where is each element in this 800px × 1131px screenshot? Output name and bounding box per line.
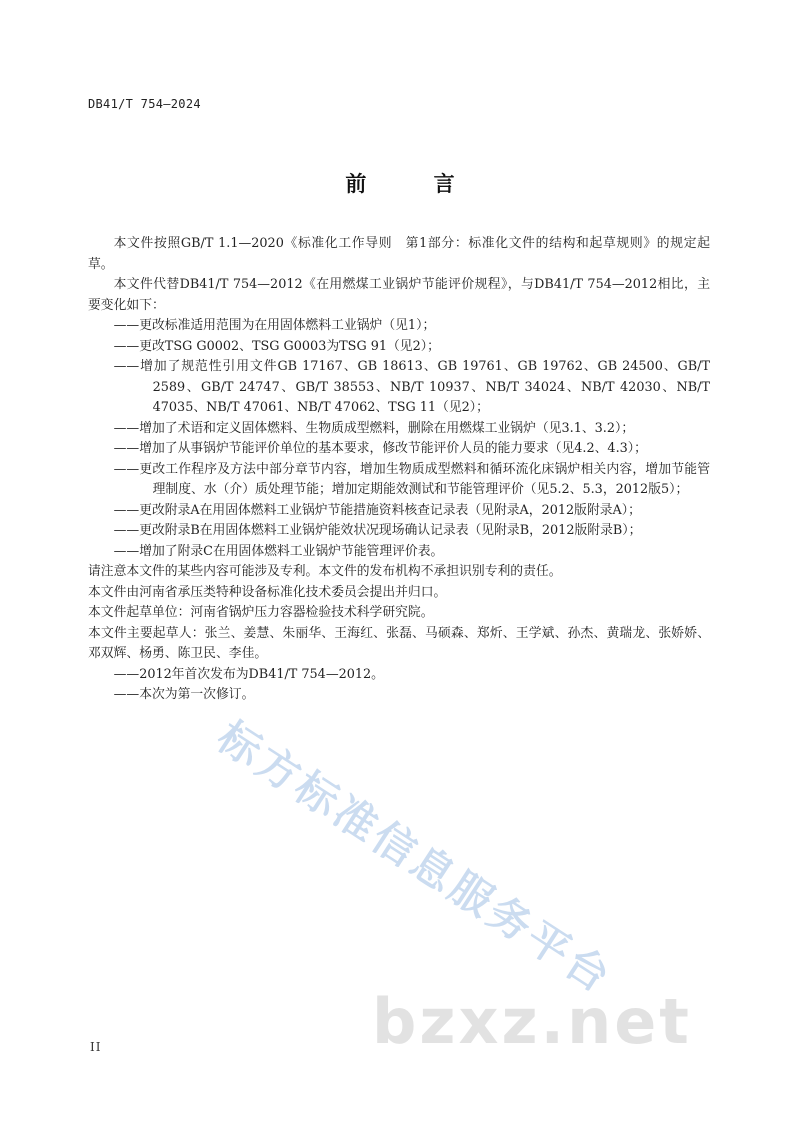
list-item: ——增加了从事锅炉节能评价单位的基本要求，修改节能评价人员的能力要求（见4.2、4.3）；: [113, 441, 647, 456]
foreword-body: [88, 234, 710, 706]
paragraph-drafting-basis: 本文件按照GB/T 1.1—2020《标准化工作导则 第1部分：标准化文件的结构和起草规则》的规定起草。: [88, 236, 710, 272]
drafting-unit: 本文件起草单位：河南省锅炉压力容器检验技术科学研究院。: [88, 605, 434, 620]
list-item: ——增加了规范性引用文件GB 17167、GB 18613、GB 19761、GB 19762、GB 24500、GB/T 2589、GB/T 24747、GB/T 38553、NB/T 10937、NB/T 34024、NB/T 42030、NB/T 47035、NB/T 47061、NB/T 47062、TSG 11（见2）；: [113, 359, 710, 415]
list-item: ——更改附录A在用固体燃料工业锅炉节能措施资料核查记录表（见附录A，2012版附录A）；: [113, 502, 641, 518]
site-watermark: bzxz.net: [372, 985, 692, 1058]
history-item: ——2012年首次发布为DB41/T 754—2012。: [113, 666, 384, 682]
watermark-text: 标方标准信息服务平台: [208, 711, 622, 1004]
list-item: ——更改标准适用范围为在用固体燃料工业锅炉（见1）；: [113, 318, 436, 333]
list-item: ——更改工作程序及方法中部分章节内容，增加生物质成型燃料和循环流化床锅炉相关内容，增加节能管理制度、水（介）质处理节能；增加定期能效测试和节能管理评价（见5.2、5.3，2012版5）；: [113, 461, 710, 497]
drafters-list: 本文件主要起草人：张兰、姜慧、朱丽华、王海红、张磊、马硕森、郑炘、王学斌、孙杰、黄瑞龙、张娇娇、邓双辉、杨勇、陈卫民、李佳。: [88, 625, 710, 661]
document-code: DB41/T 754—2024: [88, 97, 201, 111]
list-item: ——更改TSG G0002、TSG G0003为TSG 91（见2）；: [113, 338, 440, 354]
paragraph-replacement: 本文件代替DB41/T 754—2012《在用燃煤工业锅炉节能评价规程》，与DB41/T 754—2012相比，主要变化如下：: [88, 277, 710, 313]
list-item: ——增加了术语和定义固体燃料、生物质成型燃料，删除在用燃煤工业锅炉（见3.1、3.2）；: [113, 420, 635, 436]
patent-notice: 请注意本文件的某些内容可能涉及专利。本文件的发布机构不承担识别专利的责任。: [88, 564, 562, 579]
changes-list: [88, 316, 710, 562]
proposer-statement: 本文件由河南省承压类特种设备标准化技术委员会提出并归口。: [88, 584, 447, 600]
list-item: ——增加了附录C在用固体燃料工业锅炉节能管理评价表。: [113, 543, 444, 559]
page-title: 前 言: [345, 171, 485, 196]
page-number: II: [90, 1040, 102, 1054]
history-item: ——本次为第一次修订。: [113, 687, 255, 702]
list-item: ——更改附录B在用固体燃料工业锅炉能效状况现场确认记录表（见附录B，2012版附录B）；: [113, 523, 642, 538]
